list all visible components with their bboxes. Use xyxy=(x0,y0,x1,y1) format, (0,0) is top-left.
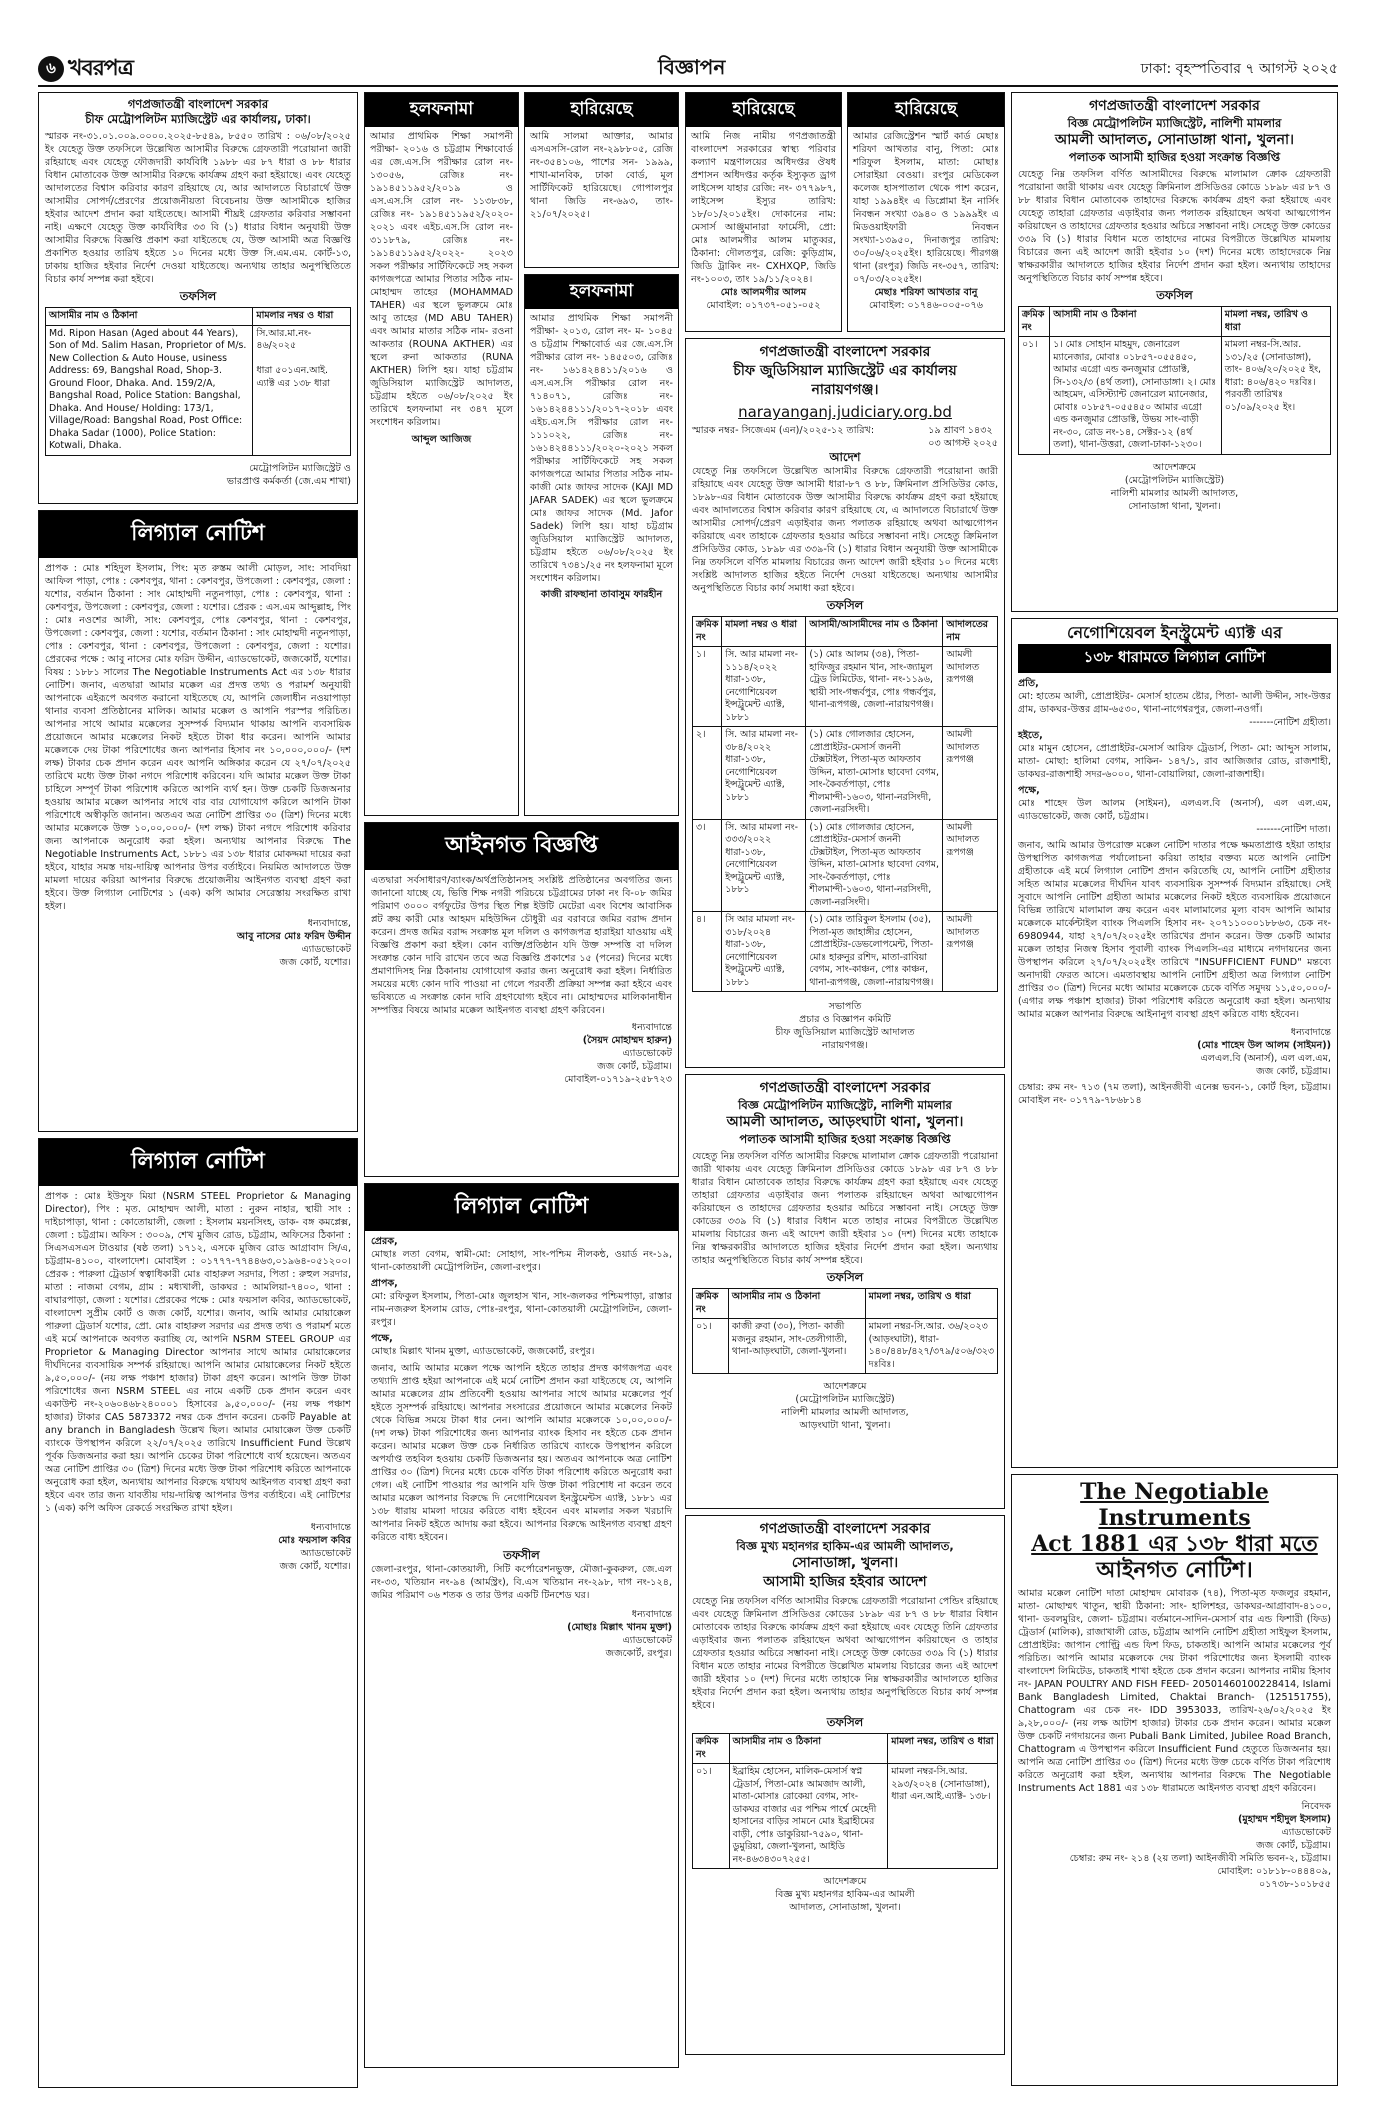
signature: মোঃ ফয়সাল কবির xyxy=(278,1535,351,1546)
ad-subtitle: আমলী আদালত, আড়ংঘাটা থানা, খুলনা। xyxy=(726,1114,964,1130)
table-cell: আমলী আদালত রূপগঞ্জ xyxy=(943,819,998,912)
table-cell: (১) মোঃ গোলজার হোসেন, প্রোপ্রাইটর-মেসার্স জননী টেক্সটাইল, পিতা-মৃত আফতাব উদ্দিন, মাতা-মোসাঃ ছাবেদা বেগম, সাং-কৈবর্তপাড়া, পোঃ শীলমান্দী-১৬০৩, থানা-নরসিংদী, জেলা-নরসিংদী। xyxy=(806,819,943,912)
signature: (মোঃ শাহেদ উল আলম (সাইমন)) xyxy=(1197,1040,1331,1051)
schedule-table xyxy=(45,307,351,456)
recipient: মো: হাতেম আলী, প্রোপ্রাইটর- মেসার্স হাতেম ষ্টোর, পিতা- আলী উদ্দীন, সাং-উত্তর গ্রাম, ডাকঘর-উত্তর গ্রাম-৬৫৩০, থানা-নাগেশ্বরপুর, জেলা-নওগাঁ। xyxy=(1018,691,1331,715)
schedule-body: জেলা-রংপুর, থানা-কোতয়ালী, সিটি কর্পোরেশনভুক্ত, মৌজা-কুকরুল, জে.এল নং-৩৩, খতিয়ান নং-৯৪ (আর্মস্ট্রং), বি.এস খতিয়ান নং-২৯৮, দাগ নং-১২৪, জমির পরিমাণ ০৬ শতক ও তার উপর একটি টিনশেড ঘর। xyxy=(371,1564,672,1601)
memo-ref: স্মারক নম্বর- সিজেএম (এন)/২০২৫-১২ তারিখ: xyxy=(692,425,875,436)
table-header-row xyxy=(693,617,998,647)
notice-banner: আইনগত বিজ্ঞপ্তি xyxy=(365,823,678,870)
column-2 xyxy=(364,92,679,2074)
table-cell: কাজী রুবা (৩০), পিতা- কাজী মজনুর রহমান, সাং-তেলীগাতী, থানা-আড়ংঘাটা, জেলা-খুলনা। xyxy=(728,1319,865,1374)
affidavit-right-stack xyxy=(524,92,679,822)
label: প্রাপক, xyxy=(371,1278,398,1289)
column-header: মামলা নম্বর, তারিখ ও ধারা xyxy=(888,1734,998,1764)
ad-subtitle: বিজ্ঞ মুখ্য মহানগর হাকিম-এর আমলী আদালত, xyxy=(736,1539,954,1553)
table-cell: ৩। xyxy=(693,819,722,912)
ad-legal-announcement xyxy=(364,822,679,1177)
col-header: আসামীর নাম ও ঠিকানা xyxy=(46,308,253,326)
label: পক্ষে, xyxy=(371,1333,393,1344)
sender: মোছাঃ লতা বেগম, স্বামী-মো: সোহাগ, সাং-পশ্চিম নীলকন্ঠ, ওয়ার্ড নং-১৯, থানা-কোতয়ালী মেট্রোপলিটন, জেলা-রংপুর। xyxy=(371,1249,672,1273)
lost-banner: হারিয়েছে xyxy=(525,93,678,127)
website-link[interactable]: narayanganj.judiciary.org.bd xyxy=(738,403,952,421)
ad-subtitle: আসামী হাজির হইবার আদেশ xyxy=(763,1574,927,1590)
notice-body: প্রাপক : মোঃ ইউসুফ মিয়া (NSRM STEEL Proprietor & Managing Director), পিং : মৃত. মোহাম্মদ আলী, মাতা : নুরুন নাহার, স্থায়ী সাং : দাইচাপাড়া, থানা : কোতোয়ালী, জেলা : ইসলাম ময়নসিংহ, ডাক- বঙ্গ কমপ্লেক্স, জেলা : চট্টগ্রাম। অফিস : ৩০০৯, শেখ মুজিব রোড, চট্টগ্রাম, অফিসের ঠিকানা : সিএসএসএস টাওয়ার (ষষ্ঠ তলা) ১৭১২, এসকে মুজিব রোড আগ্রাবাদ সি/এ, চট্টগ্রাম-৪১০০, বাংলাদেশ। মোবাইল : ০১৭৭৭-৭৭৪৪৬৩,০১৯৬৪-০৫১২০০। প্রেরক : পারুলা ট্রেডার্স স্বত্বাধিকারী মোঃ বাহারুল সরদার, পিতা : রুহুল সরদার, মাতা : নাজমা বেগম, গ্রাম : মধ্যখালী, ডাকঘর : আমলিয়া-৭৪০০, থানা : বাঘারপাড়া, জেলা : যশোর। প্রেরকের পক্ষে : মোঃ ফয়সাল কবির, অ্যাডভোকেট, বাংলাদেশ সুপ্রীম কোর্ট ও জজ কোর্ট, যশোর। জনাব, আমি আমার মোয়াক্কেল পারুলা ট্রেডার্স যশোর, প্রো. মোঃ বাহারুল সরদার এর প্রদত্ত তথ্য ও পরামর্শ মতে এই মর্মে আপনাকে অবগত করাচ্ছি যে, আপনি NSRM STEEL GROUP এর Proprietor & Managing Director আপনার সাথে আমার মোয়াক্কেলের দীর্ঘদিনের ব্যবসায়িক সম্পর্ক রহিয়াছে। আপনি আমার মোয়াক্কেলের নিকট হইতে ৯,৫০,০০০/- (নয় লক্ষ পঞ্চাশ হাজার) টাকা গ্রহণ করেন। আপনি উক্ত টাকা পরিশোধের জন্য NSRM STEEL এর নামে একটি চেক প্রদান করেন এবং একাউন্ট নং-২০৬০৪৬৮২৪০০০১ হিসাবের ৯,৫০,০০০/- (নয় লক্ষ পঞ্চাশ হাজার) টাকার CAS 5873372 নম্বর চেক প্রদান করেন। চেকটি Payable at any branch in Bangladesh উল্লেখ ছিল। আমার মোয়াক্কেল উক্ত চেকটি ব্যাংকে উপস্থাপন করিলে ২২/০৭/২০২৫ তারিখে Insufficient Fund উল্লেখ পূর্বক ডিজঅনার করা হয়। আপনি চেকের টাকা পরিশোধে ব্যর্থ হয়েছেন। অতএব অত্র নোটিশ প্রাপ্তির ৩০ (ত্রিশ) দিনের মধ্যে উক্ত টাকা পরিশোধ করিতে আপনাকে অনুরোধ করা হইল, অন্যথায় আপনার বিরুদ্ধে যথাযথ আইনগত ব্যবস্থা গ্রহণ করা হইবে এবং তার জন্য যাবতীয় দায়-দায়িত্ব আপনার উপর বর্তাইবে। এই নোটিশের ১ (এক) কপি অফিস রেকর্ডে সংরক্ষিত রাখা হইল। xyxy=(45,1191,351,1514)
signature-line: নালিশী মামলার আমলী আদালত, xyxy=(1110,487,1239,499)
ad-lost-3 xyxy=(847,92,1005,332)
schedule-heading: তফসীল xyxy=(503,1548,540,1562)
table-cell: আমলী আদালত রূপগঞ্জ xyxy=(943,647,998,727)
signature-line: এ্যাডভোকেট xyxy=(1281,1827,1331,1838)
ad-subtitle: বিজ্ঞ মেট্রোপলিটন ম্যাজিস্ট্রেট, নালিশী মামলার xyxy=(1067,116,1282,130)
affidavit-banner: হলফনামা xyxy=(525,275,678,309)
signature-line: প্রচার ও বিজ্ঞাপন কমিটি xyxy=(799,1014,891,1025)
table-cell: ১। মোঃ সোহান মাহমুদ, জেনারেল ম্যানেজার, মোবাঃ ০১৮৫৭-০৫৫৪৫০, আমার এগ্রো এন্ড কনজুমার প্রোডাক্ট, সি-১৩২/৩ (৪র্থ তলা), সোনাডাঙ্গা। ২। মোঃ আহমেদ, এসিস্ট্যান্ট জেনারেল ম্যানেজার, মোবাঃ ০১৮৫৭-০৫৫৪৫০ আমার এগ্রো এন্ড কনজুমার প্রোডাক্ট, উভয় সাং-বাড়ী নং-৩০, রোড নং-১৪, সেক্টর-১২ (৪র্থ তলা), থানা-উত্তরা, জেলা-ঢাকা-১২৩০। xyxy=(1050,337,1222,455)
notice-body: জনাব, আমি আমার মক্কেল পক্ষে আপনি হইতে তাহার প্রদত্ত কাগজপত্র এবং তথ্যাদি প্রাপ্ত হইয়া আপনাকে এই মর্মে নোটিশ প্রদান করা যাইতেছে যে, আপনি আমার মক্কেলের গ্রাম প্রতিবেশী হওয়ায় আপনার সাথে আমার মক্কেলের পূর্ব হইতে সুসম্পর্ক রহিয়াছে। আপনার সংসারের প্রয়োজনে আমার মক্কেলের নিকট থেকে বিভিন্ন সময়ে টাকা ধার নেন। আপনি আমার মক্কেলকে ১০,০০,০০০/- (দশ লক্ষ) টাকা পরিশোধের জন্য আপনার ব্যাংক হিসাব নং হইতে চেক প্রদান করেন। আমার মক্কেল উক্ত চেক নির্ধারিত তারিখে ব্যাংকে উপস্থাপন করিলে অপর্যাপ্ত তহবিল হওয়ায় চেকটি ডিজঅনার হয়। অতএব আপনাকে অত্র নোটিশ প্রাপ্তির ৩০ (ত্রিশ) দিনের মধ্যে চেকে বর্ণিত টাকা পরিশোধ করিতে অনুরোধ করা গেল। এই নোটিশ পাওয়ার পর আপনি যদি উক্ত টাকা পরিশোধ না করেন তবে আমার মক্কেল আপনার বিরুদ্ধে দি নেগোশিয়েবল ইনস্ট্রুমেন্টস এ্যাক্ট, ১৮৮১ এর ১৩৮ ধারায় মামলা দায়ের করিতে বাধ্য হইবেন এবং মামলার সকল খরচাদি আপনার নিকট হইতে আদায় করা হইবে। আপনার বিরুদ্ধে আইনগত ব্যবস্থা গ্রহণ করিতে বাধ্য হইবেন। xyxy=(371,1363,672,1543)
signature-line: এলএল.বি (অনার্স), এল এল.এম, xyxy=(1200,1053,1331,1064)
phone: মোবাইল: ০১৭৪৬-০০৫-০৭৬ xyxy=(868,300,984,311)
legal-notice-banner: লিগ্যাল নোটিশ xyxy=(39,511,357,558)
row-affidavits xyxy=(364,92,679,822)
label: পক্ষে, xyxy=(1018,785,1040,796)
phone: ০১৭৩৮-১০১৮৫৫ xyxy=(1259,1879,1331,1890)
section-title: বিজ্ঞাপন xyxy=(658,54,726,79)
order-heading: আদেশ xyxy=(829,450,861,464)
signature: সভাপতি xyxy=(828,1001,862,1012)
recipient: মো: রফিকুল ইসলাম, পিতা-মোঃ জুলহাস খান, সাং-জলকর পশ্চিমপাড়া, রাস্তার নাম-নজরুল ইসলাম রোড, পোঃ-রংপুর, থানা-কোতয়ালী মেট্রোপলিটন, জেলা-রংপুর। xyxy=(371,1291,672,1328)
column-header: আসামীর নাম ও ঠিকানা xyxy=(729,1734,888,1764)
lost-banner: হারিয়েছে xyxy=(686,93,841,127)
signature: আব্দুল আজিজ xyxy=(411,434,472,445)
order-body: যেহেতু নিম্ন তফসিলে উল্লেখিত আসামীর বিরুদ্ধে গ্রেফতারী পরোয়ানা জারী রহিয়াছে এবং যেহেতু উক্ত আসামী ধারা-৮৭ ও ৮৮, ক্রিমিনাল প্রসিডিউর কোড, ১৮৯৮-এর বিধান মোতাবেক উক্ত আসামীর বিরুদ্ধে কার্যক্রম গ্রহণ করা হইয়াছে এবং আদালতের বিশ্বাস করিবার কারণ রহিয়াছে যে, এ আদালতে বিচারার্থে উক্ত আসামীর সোপর্দ/প্রেরণ এড়াইবার জন্য পলাতক রহিয়াছে অথবা আত্মগোপন করিয়াছে এবং তাহাকে গ্রেফতার হওয়ার অচিরে সম্ভাবনা নাই। সেহেতু ক্রিমিনাল প্রসিডিউর কোড, ১৮৯৮ এর ৩৩৯-বি (১) ধারার বিধান অনুযায়ী উক্ত আসামীকে নিম্ন তফসিলে বর্ণিত মামলায় বিচারের জন্য আদেশ জারী হইবার ১০ দিনের মধ্যে সংশ্লিষ্ট আদালত হাজির হইতে নির্দেশ দেওয়া যাইতেছে। অন্যথায় আসামীর অনুপস্থিতিতে বিচার কার্য সমাধা করা হইবে। xyxy=(692,466,998,594)
signature-pre: ধন্যবাদান্তে, xyxy=(307,918,351,929)
memo-dates xyxy=(928,424,998,450)
ad-subtitle: নারায়ণগঞ্জ। xyxy=(811,382,879,398)
signature-line: এ্যাডভোকেট xyxy=(622,1048,672,1059)
ad-legal-notice-nsrm xyxy=(38,1138,358,2088)
ad-legal-notice-rangpur xyxy=(364,1183,679,2068)
signature-line: সোনাডাঙ্গা থানা, খুলনা। xyxy=(1128,500,1221,512)
signature-line: এ্যাডভোকেট xyxy=(622,1635,672,1646)
signature: মোঃ আলমগীর আলম xyxy=(720,287,807,298)
table-row xyxy=(693,727,998,820)
signature-line: অ্যাডভোকেট xyxy=(300,1548,351,1559)
advocate: মোছাঃ মিল্লাৎ খানম মুক্তা, এ্যাডভোকেট, জজকোর্ট, রংপুর। xyxy=(371,1346,595,1357)
ad-khulna-sonadanga-order xyxy=(685,1515,1005,2055)
label: হইতে, xyxy=(1018,730,1043,741)
ad-title: আইনগত নোটিশ। xyxy=(1096,1557,1253,1583)
signature-line: জজ কোর্ট, যশোর। xyxy=(279,1561,351,1572)
schedule-heading: তফসিল xyxy=(826,598,864,612)
table-header-row xyxy=(693,1734,998,1764)
ad-title: গণপ্রজাতন্ত্রী বাংলাদেশ সরকার xyxy=(1089,98,1260,114)
table-cell: সি. আর মামলা নং- ৩৩৩/২০২২ ধারা-১৩৮, নেগোশিয়েবল ইন্সট্রুমেন্ট এ্যাক্ট, ১৮৮১ xyxy=(722,819,806,912)
role-note: -------নোটিশ গ্রহীতা। xyxy=(1249,717,1331,728)
signature: মেছাঃ শরিফা আখতার বানু xyxy=(874,287,978,298)
masthead-logo xyxy=(38,51,133,88)
ad-subtitle: বিজ্ঞ মেট্রোপলিটন ম্যাজিস্ট্রেট, নালিশী মামলার xyxy=(738,1098,952,1112)
sender: মোঃ মামুন হোসেন, প্রোপ্রাইটর-মেসার্স আরিফ ট্রেডার্স, পিতা- মো: আব্দুস সালাম, মাতা- মোছা: হালিমা বেগম, সাকিন- ১৪৭/১, রাব আজিজার রোড, রাজশাহী, ডাকঘর-রাজশাহী সদর-৬০০০, থানা-বোয়ালিয়া, জেলা-রাজশাহী। xyxy=(1018,743,1331,780)
signature-line: জজ কোর্ট, চট্টগ্রাম। xyxy=(1256,1066,1331,1077)
table-cell: আমলী আদালত রূপগঞ্জ xyxy=(943,912,998,992)
date-line: ঢাকা: বৃহস্পতিবার ৭ আগস্ট ২০২৫ xyxy=(1140,61,1338,77)
signature-pre: ধন্যবাদান্তে xyxy=(1290,1027,1331,1038)
ad-affidavit-2 xyxy=(524,274,679,816)
column-header: ক্রমিক নং xyxy=(693,1734,730,1764)
ad-title: Act 1881 এর ১৩৮ ধারা মতে xyxy=(1031,1531,1318,1557)
signature-line: আড়ংঘাটা থানা, খুলনা। xyxy=(799,1420,891,1431)
ad-subtitle: পলাতক আসামী হাজির হওয়া সংক্রান্ত বিজ্ঞপ্তি xyxy=(739,1132,951,1146)
role-note: -------নোটিশ দাতা। xyxy=(1256,824,1331,835)
table-cell: ০১। xyxy=(1019,337,1050,455)
newspaper-logo: খবরপত্র xyxy=(68,55,133,81)
table-row xyxy=(1019,337,1331,455)
signature-line: জজ কোর্ট, যশোর। xyxy=(279,957,351,968)
chamber-address: চেম্বার: রুম নং- ৭১৩ (৭ম তলা), আইনজীবী এনেক্স ভবন-১, কোর্ট হিল, চট্টগ্রাম। মোবাইল নং- ০১৭৭৯-৭৮৬৮১৪ xyxy=(1018,1082,1331,1106)
column-header: মামলা নম্বর, তারিখ ও ধারা xyxy=(865,1289,997,1319)
ad-affidavit-1 xyxy=(364,92,519,816)
ad-title: গণপ্রজাতন্ত্রী বাংলাদেশ সরকার xyxy=(127,97,269,111)
column-4 xyxy=(1011,92,1338,2092)
signature-pre: নিবেদক xyxy=(1301,1801,1331,1812)
phone: মোবাইল: ০১৮১৮-০৪৪৪০৯, xyxy=(1217,1866,1331,1877)
advocate: মোঃ শাহেদ উল আলম (সাইমন), এলএল.বি (অনার্স), এল এল.এম, এ্যাডভোকেট, জজ কোর্ট, চট্টগ্রাম। xyxy=(1018,798,1331,822)
ad-narayanganj xyxy=(685,338,1005,1068)
header-rule xyxy=(38,85,1338,87)
column-header: আসামীর নাম ও ঠিকানা xyxy=(728,1289,865,1319)
affidavit-body: আমার প্রাথমিক শিক্ষা সমাপনী পরীক্ষা- ২০১৬ ও চট্টগ্রাম শিক্ষাবোর্ড এর জে.এস.সি পরীক্ষার রোল নং- ১৩০৫৬, রেজিঃ নং- ১৯১৪৫১১৯৫২/২০১৯ ও এস.এস.সি রোল নং- ১১৩৮৩৮, রেজিঃ নং- ১৯১৪৫১১৯৫২/২০২০- ২০২১ এবং এইচ.এস.সি রোল নং- ৩১১৮৭৯, রেজিঃ নং- ১৯১৪৫১১৯৫২/২০২২- ২০২৩ সকল পরীক্ষার সার্টিফিকেটে সহ সকল কাগজপত্রে আমার পিতার সঠিক নাম- মোহাম্মদ তাহের (MOHAMMAD TAHER) এর স্থলে ভুলক্রমে মোঃ আবু তাহের (MD ABU TAHER) এবং আমার মাতার সঠিক নাম- রওনা আকতার (ROUNA AKTHER) এর স্থলে রুনা আকতার (RUNA AKTHER) লিপি হয়। যাহা চট্টগ্রাম জুডিসিয়াল ম্যাজিস্ট্রেট আদালত, চট্টগ্রাম হইতে ০৬/০৮/২০২৫ ইং তারিখে হলফনামা নং ৩৪৭ মূলে সংশোধন করিলাম। xyxy=(370,131,513,428)
case-section: ধারা ৫০১এন.আই. এ্যাক্ট এর ১৩৮ ধারা xyxy=(256,365,330,389)
ad-title: গণপ্রজাতন্ত্রী বাংলাদেশ সরকার xyxy=(759,344,931,360)
ad-body: স্মারক নং-৩১.০১.০০৯.০০০০.২০২৫-৮৫৪৯, ৮৫৫০ তারিখ : ০৬/০৮/২০২৫ ইং যেহেতু উক্ত তফসিলে উল্লেখিত আসামীর বিরুদ্ধে গ্রেফতারী পরোয়ানা জারী রহিয়াছে এবং যেহেতু ফৌজদারী কার্যবিধি ১৯৮৮ এর ৮৭ ধারা ও ৮৮ ধারার বিধান মোতাবেক উক্ত আসামীর বিরুদ্ধে কার্যক্রম গ্রহণ করা হইয়াছে। এবং যেহেতু আদালতের বিশ্বাস করিবার কারণ রহিয়াছে যে, আর আদালতে বিচারার্থে উক্ত আসামীর সোপর্দ/প্রেরণের প্রয়োজনীয়তা বিবেচনায় উক্ত আসামীকে হাজির হইবার আদেশ প্রদান করা যাইতেছে। আসামী শীঘ্রই গ্রেফতার করিবার সম্ভাবনা নাই। এক্ষণে যেহেতু উক্ত কার্যবিধির ৩৩ বি (১) ধারার বিধান অনুযায়ী উক্ত আসামীর বিরুদ্ধে বিজ্ঞপ্তি প্রকাশ করা যাইতেছে যে, উক্ত আসামী অত্র বিজ্ঞপ্তি প্রকাশিত হওয়ার তারিখ হইতে ১০ দিনের মধ্যে উক্ত সি.এম.এম. কোর্ট-১৩, ঢাকায় হাজির হইবার নির্দেশ দেওয়া যাইতেছে। অন্যথায় তাহার অনুপস্থিতিতে বিচার কার্য সম্পন্ন করা হইবে। xyxy=(45,131,351,285)
ad-subtitle: পলাতক আসামী হাজির হওয়া সংক্রান্ত বিজ্ঞপ্তি xyxy=(1068,150,1281,164)
memo-line xyxy=(692,424,998,450)
signature-line: এ্যাডভোকেট xyxy=(301,944,351,955)
ad-subtitle: সোনাডাঙ্গা, খুলনা। xyxy=(791,1555,899,1571)
label: প্রেরক, xyxy=(371,1236,398,1247)
ad-title: নেগোশিয়েবল ইনস্ট্রুমেন্ট এ্যাক্ট এর xyxy=(1066,623,1283,642)
table-row xyxy=(693,912,998,992)
column-header: মামলা নম্বর ও ধারা xyxy=(722,617,806,647)
table-row xyxy=(693,819,998,912)
ad-ni-act-notice xyxy=(1011,618,1338,1468)
signature-line: ভারপ্রাপ্ত কর্মকর্তা (জে.এম শাখা) xyxy=(226,475,351,487)
table-header-row xyxy=(693,1289,998,1319)
ad-subtitle: চীফ জুডিসিয়াল ম্যাজিস্ট্রেট এর কার্যালয় xyxy=(733,363,957,379)
table-cell: মামলা নম্বর-সি.আর. ৩৬/২০২৩ (আড়ংঘাটা), ধারা- ১৪০/৪৪৮/৪২৭/৩৭৯/৫০৬/৩২৩ দঃবিঃ। xyxy=(865,1319,997,1374)
ad-lost-1 xyxy=(524,92,679,268)
col-header: মামলার নম্বর ও ধারা xyxy=(253,308,351,326)
chamber-address: চেম্বার: রুম নং- ২১৪ (২য় তলা) আইনজীবী সমিতি ভবন-২, চট্টগ্রাম। xyxy=(1069,1853,1331,1864)
label: প্রতি, xyxy=(1018,678,1039,689)
signature: কাজী রাফছানা তাবাসুুম ফারহীন xyxy=(540,589,663,600)
table-cell: ১। xyxy=(693,647,722,727)
schedule-table xyxy=(692,1288,998,1374)
schedule-table xyxy=(692,1733,998,1869)
legal-notice-banner: লিগ্যাল নোটিশ xyxy=(365,1184,678,1231)
table-row xyxy=(693,1319,998,1374)
table-cell: মামলা নম্বর-সি.আর. ২৯৩/২০২৪ (সোনাডাঙ্গা), ধারা এন.আই.এ্যাক্ট- ১৩৮। xyxy=(888,1764,998,1869)
schedule-table xyxy=(692,616,998,992)
affidavit-body: আমার প্রাথমিক শিক্ষা সমাপনী পরীক্ষা- ২০১৩, রোল নং- ম- ১০৪৫ ও চট্টগ্রাম শিক্ষাবোর্ড এর জে.এস.সি পরীক্ষার রোল নং- ১৪৫৫০৩, রেজিঃ নং- ১৬১৪২৪৪১১/২০১৬ ও এস.এস.সি পরীক্ষার রোল নং- ৭১৪০৭১, রেজিঃ নং- ১৬১৪২৪৪১১১/২০১৭-২০১৮ এবং এইচ.এস.সি পরীক্ষার রোল নং- ১১১০২২, রেজিঃ নং- ১৬১৪২৪৪১১১/২০২০-২০২১ সকল পরীক্ষার সার্টিফিকেটে সহ সকল কাগজপত্রে আমার পিতার সঠিক নাম- কাজী মোঃ জাফর সাদেক (KAJI MD JAFAR SADEK) এর স্থলে ভুলক্রমে মোঃ জাফর সাদেক (Md. Jafor Sadek) লিপি হয়। যাহা চট্টগ্রাম জুডিসিয়াল ম্যাজিস্ট্রেট আদালত, চট্টগ্রাম হইতে ০৬/০৮/২০২৫ ইং তারিখে ৭৩৪১/২৫ নং হলফনামা মূলে সংশোধন করিলাম। xyxy=(530,313,673,584)
signature: (মোছাঃ মিল্লাৎ খানম মুক্তা) xyxy=(567,1622,672,1633)
column-header: ক্রমিক নং xyxy=(693,1289,729,1319)
table-header-row xyxy=(1019,307,1331,337)
notice-body: জনাব, আমি আমার উপরোক্ত মক্কেল নোটিশ দাতার পক্ষে ক্ষমতাপ্রাপ্ত হইয়া তাহার উপস্থাপিত কাগজপত্র পর্যালোচনা করিয়া তাহার বক্তব্য মতে আপনি নোটিশ গ্রহীতাকে এই মর্মে লিগ্যাল নোটিশ প্রদান করিতেছি যে, আপনি নোটিশ গ্রহীতার সহিত আমার মক্কেলের দীর্ঘদিন যাবৎ ব্যবসায়িক সুসম্পর্ক বিদ্যমান রহিয়াছে। সেই সুবাদে আপনি নোটিশ গ্রহীতা আমার মক্কেলের নিকট হইতে ব্যবসায়িক প্রয়োজনে বিভিন্ন তারিখে মালামাল ক্রয় করেন এবং মালামালের মূল্য বাবদ আপনি আমার মক্কেলকে মার্কেন্টাইল ব্যাংক পিএলসি হিসাব নং- ২০৭১১০০০১৮৮৬৩, চেক নং- 6980944, যাহা ২৭/০৭/২০২৫ইং তারিখের প্রদান করেন। উক্ত চেকটি আমার মক্কেল তাহার নিজস্ব হিসাব পূবালী ব্যাংক পিএলসি-এর মাধ্যমে নগদায়নের জন্য উপস্থাপন করিলে ২৭/০৭/২০২৫ইং তারিখে "INSUFFICIENT FUND" মন্তব্যে অনাদায়ী ফেরত আসে। এমতাবস্থায় আপনি নোটিশ গ্রহীতা অত্র লিগ্যাল নোটিশ প্রাপ্তির ৩০ (ত্রিশ) দিনের মধ্যে আমার মক্কেলকে চেকে বর্ণিত সমুদয় ১১,৫০,০০০/- (এগার লক্ষ পঞ্চাশ হাজার) টাকা পরিশোধ করিতে অনুরোধ করা হইল। অন্যথায় আমার মক্কেল আপনার বিরুদ্ধে আইনানুগ ব্যবস্থা গ্রহণ করিতে বাধ্য হইবেন। xyxy=(1018,840,1331,1020)
signature-line: চীফ জুডিসিয়াল ম্যাজিস্ট্রেট আদালত xyxy=(775,1027,915,1038)
signature-pre: আদেশক্রমে xyxy=(1153,461,1196,473)
table-cell: (১) মোঃ গোলজার হোসেন, প্রোপ্রাইটর-মেসার্স জননী টেক্সটাইল, পিতা-মৃত আফতাব উদ্দিন, মাতা-মোসাঃ ছাবেদা বেগম, সাং-কৈবর্তপাড়া, পোঃ শীলমান্দী-১৬০৩, থানা-নরসিংদী, জেলা-নরসিংদী। xyxy=(806,727,943,820)
table-cell: (১) মোঃ আলম (৩৪), পিতা-হাফিজুর রহমান খান, সাং-জ্যামুল ট্রেড লিমিটেড, থানা- নং-১১৯৬, স্থায়ী সাং-গন্ধর্বপুর, পোঃ গন্ধর্বপুর, থানা-রূপগঞ্জ, জেলা-নারায়ণগঞ্জ। xyxy=(806,647,943,727)
table-cell: ২। xyxy=(693,727,722,820)
column-3 xyxy=(685,92,1005,2061)
ad-title: গণপ্রজাতন্ত্রী বাংলাদেশ সরকার xyxy=(759,1521,931,1537)
memo-date: ১৯ শ্রাবণ ১৪৩২ xyxy=(928,425,993,436)
order-body: যেহেতু নিম্ন তফসিল বর্ণিত আসামীর বিরুদ্ধে গ্রেফতারী পরোয়ানা পেন্ডিং রহিয়াছে এবং যেহেতু ক্রিমিনাল প্রসিডিওর কোডের ১৮৯৮ এর ৮৭ ও ৮৮ ধারার বিধান মোতাবেক তাহার বিরুদ্ধে কার্যক্রম গ্রহণ করা হইয়াছে এবং যেহেতু তিনি গ্রেফতার এড়াইবার জন্য পলাতক রহিয়াছেন অথবা আত্মগোপন করিয়াছেন ও তাহার গ্রেফতার হওয়ার অচিরে সম্ভাবনা নাই। সেহেতু উক্ত কোডের ৩৩৯ বি (১) ধারার বিধান মতে তাহার নামের বিপরীতে উল্লেখিত মামলায় বিচারের জন্য এই আদেশ জারী হইবার ১০ (দশ) দিনের মধ্যে তাহাকে নিম্ন স্বাক্ষরকারীর আদালতে হাজির হইবার নির্দেশ প্রদান করা হইল। অন্যথায় তাহার অনুপস্থিতিতে বিচার কার্য সম্পন্ন হইবে। xyxy=(692,1596,998,1711)
signature-line: আদালত, সোনাডাঙ্গা, খুলনা। xyxy=(789,1902,901,1913)
schedule-heading: তফসিল xyxy=(179,289,217,303)
ad-dhaka-warrant xyxy=(38,92,358,504)
ad-title: The Negotiable Instruments xyxy=(1080,1479,1269,1531)
schedule-heading: তফসিল xyxy=(826,1715,864,1729)
phone: মোবাইল: ০১৭৩৭-০৫১-০৫২ xyxy=(706,300,821,311)
lost-body: আমি নিজ নামীয় গণপ্রজাতন্ত্রী বাংলাদেশ সরকারের স্বাস্থ্য পরিবার কল্যাণ মন্ত্রণালয়ের অধিদপ্তর ঔষধ প্রশাসন অধিদপ্তর কর্তৃক ইস্যুকৃত ড্রাগ লাইসেন্স যাহার রেজি: নং- ৩৭৭৯৮৭, লাইসেন্স ইস্যুর তারিখ: ১৮/০১/২০১৫ইং। দোকানের নাম: মেসার্স আঞ্জুমানারা ফার্মেসী, প্রো: মোঃ আলমগীর আলম মাতুব্বর, ঠিকানা: দৌলতপুর, রেজি: কুড়িগ্রাম, জিডি ট্রাকিং নং- CXHXQP, জিডি নং-১০০৩, তাং ১৯/১১/২০২৪। xyxy=(691,131,836,285)
table-cell: মামলা নম্বর-সি.আর. ১৩১/২৫ (সোনাডাঙ্গা), তাং- ৪০৬/২০/২০২৫ ইং, ধারা: ৪০৬/৪২০ দঃবিঃ। পরবর্তী তারিখঃ ০১/০৯/২০২৫ ইং। xyxy=(1221,337,1330,455)
signature: বিজ্ঞ মুখ্য মহানগর হাকিম-এর আমলী xyxy=(775,1889,915,1900)
schedule-table xyxy=(1018,306,1331,455)
column-1 xyxy=(38,92,358,2094)
ad-ni-1881-notice xyxy=(1011,1474,1338,2086)
column-header: আসামী/আসামীদের নাম ও ঠিকানা xyxy=(806,617,943,647)
order-body: যেহেতু নিম্ন তফসিল বর্ণিত আসামীর বিরুদ্ধে মালামাল ক্রোক গ্রেফতারী পরোয়ানা জারী থাকায় এবং যেহেতু ক্রিমিনাল প্রসিডিওর কোডে ১৮৯৮ এর ৮৭ ও ৮৮ ধারার বিধান মোতাবেক তাহার বিরুদ্ধে কার্যক্রম গ্রহণ করা হইয়াছে এবং যেহেতু তাহারা গ্রেফতার এড়াইবার জন্য পলাতক রহিয়াছেন অথবা আত্মগোপন করিয়াছেন ও তাহাদের গ্রেফতার হওয়ার অচিরে সম্ভাবনা নাই। সেহেতু উক্ত কোডের ৩৩৯ বি (১) ধারার বিধান মতে তাহার নামের বিপরীতে উল্লেখিত মামলায় বিচারের জন্য এই আদেশ জারী হইবার ১০ (দশ) দিনের মধ্যে তাহাকে নিম্ন স্বাক্ষরকারীর আদালতে হাজির হইবার নির্দেশ প্রদান করা হইল। অন্যথায় তাহার অনুপস্থিতিতে বিচার কার্য সম্পন্ন হইবে। xyxy=(692,1151,998,1266)
column-header: ক্রমিক নং xyxy=(1019,307,1050,337)
signature: (মেট্রোপলিটন ম্যাজিস্ট্রেট) xyxy=(1124,474,1225,486)
column-header: মামলা নম্বর, তারিখ ও ধারা xyxy=(1221,307,1330,337)
notice-body: আমার মক্কেল নোটিশ দাতা মোহাম্মদ মোবারক (৭৪), পিতা-মৃত ফজলুর রহমান, মাতা- মোছাম্মৎ খাতুন, স্থায়ী ঠিকানা: সাং- হালিশহর, ডাকঘর-আগ্রাবাদ-৪১০০, থানা- ডবলমুরিং, জেলা- চট্টগ্রাম। বর্তমানে-সাদিন-মেসার্স বার এন্ড ফিশারী (ফিড) ট্রেডার্স (মালিক), রাজাখালী রোড, চট্টগ্রাম আপনি নোটিশ গ্রহীতা সাইফুল ইসলাম, প্রোপ্রাইটর: জাপান পোল্ট্রি এন্ড ফিশ ফিড, চাকতাই। আপনি আমার মক্কেলের পূর্ব পরিচিত। আপনি আমার মক্কেলকে দেয় টাকা পরিশোধের জন্য ইসলামী ব্যাংক বাংলাদেশ লিমিটেড, চাকতাই শাখা হইতে চেক প্রদান করেন। আপনার নামীয় হিসাব নং- JAPAN POULTRY AND FISH FEED- 20501460100228414, Islami Bank Bangladesh Limited, Chaktai Branch- (125151755), Chattogram এর চেক নং- IDD 3953033, তারিখ-২৬/০২/২০২৫ ইং ৯,২৮,০০০/- (নয় লক্ষ আটাশ হাজার) টাকার চেক প্রদান করেন। আমার মক্কেল উক্ত চেকটি নগদায়নের জন্য Pubali Bank Limited, Jubilee Road Branch, Chattogram এ উপস্থাপন করিলে Insufficient Fund হেতুতে ডিজঅনার হয়। আপনি অত্র নোটিশ প্রাপ্তির ৩০ (ত্রিশ) দিনের মধ্যে উক্ত চেকে বর্ণিত টাকা পরিশোধ করিতে অনুরোধ করা হইল, অন্যথায় আপনার বিরুদ্ধে The Negotiable Instruments Act 1881 এর ১৩৮ ধারামতে আইনগত ব্যবস্থা গ্রহণ করিবেন। xyxy=(1018,1588,1331,1794)
signature: (মেট্রোপলিটন ম্যাজিস্ট্রেট) xyxy=(795,1394,895,1405)
lost-body: আমি সালমা আক্তার, আমার এসএসসি-রোল নং-২৯৮৮০৫, রেজি নং-৩৫৪১০৬, পাশের সন- ১৯৯৯, শাখা-মানবিক, ঢাকা বোর্ড, মূল সার্টিফিকেট হারিয়েছে। গোপালপুর থানা জিডি নং-৬৯৩, তাং- ২১/০৭/২০২৫। xyxy=(530,131,673,220)
signature-pre: ধন্যবাদান্তে xyxy=(631,1022,672,1033)
table-cell: সি. আর মামলা নং- ১১১৪/২০২২ ধারা-১৩৮, নেগোশিয়েবল ইন্সট্রুমেন্ট এ্যাক্ট, ১৮৮১ xyxy=(722,647,806,727)
schedule-heading: তফসিল xyxy=(1156,288,1193,302)
signature: আবু নাসের মোঃ ফরিদ উদ্দীন xyxy=(236,931,351,942)
ad-khulna-sonadanga xyxy=(1011,92,1338,612)
memo-date: ০৩ আগস্ট ২০২৫ xyxy=(928,438,998,449)
ad-legal-notice-jessore xyxy=(38,510,358,1132)
signature-line: জজ কোর্ট, চট্টগ্রাম। xyxy=(597,1061,672,1072)
signature-line: নালিশী মামলার আমলী আদালত, xyxy=(781,1407,909,1418)
ad-title: গণপ্রজাতন্ত্রী বাংলাদেশ সরকার xyxy=(759,1080,931,1096)
lost-banner: হারিয়েছে xyxy=(848,93,1004,127)
affidavit-banner: হলফনামা xyxy=(365,93,518,127)
table-cell: ৪। xyxy=(693,912,722,992)
table-cell: (১) মোঃ তারিকুল ইসলাম (৩৫), পিতা-মৃত জাহাঙ্গীর হোসেন, প্রোপ্রাইটর-ডেভলোপমেন্ট, পিতা-মোঃ হারুনুর রশিদ, মাতা-রাবিয়া বেগম, সাং-কাঞ্চন, পোঃ কাঞ্চন, থানা-রূপগঞ্জ, জেলা-নারায়ণগঞ্জ। xyxy=(806,912,943,992)
table-cell: ০১। xyxy=(693,1319,729,1374)
notice-body: প্রাপক : মোঃ শহিদুল ইসলাম, পিং: মৃত রুস্তম আলী মোড়ল, সাং: সাবদিয়া আফিল পাড়া, পোঃ : কেশবপুর, থানা : কেশবপুর, উপজেলা : কেশবপুর, জেলা : যশোর, বর্তমান ঠিকানা : সাং মোহাম্মদী নতুনপাড়া, পোঃ : কেশবপুর, থানা : কেশবপুর, উপজেলা : কেশবপুর, জেলা : যশোর। প্রেরক : এস.এম আব্দুল্লাহ, পিং : মোঃ নওশের আলী, সাং: কেশবপুর, পোঃ কেশবপুর, থানা : কেশবপুর, উপজেলা : কেশবপুর, জেলা : যশোর, বর্তমান ঠিকানা : সাং মোহাম্মদী নতুনপাড়া, পোঃ : কেশবপুর, থানা : কেশবপুর, উপজেলা : কেশবপুর, জেলা : যশোর। প্রেরকের পক্ষে : আবু নাসের মোঃ ফরিদ উদ্দীন, এ্যাডভোকেট, জজকোর্ট, যশোর। বিষয় : ১৮৮১ সালের The Negotiable Instruments Act এর ১৩৮ ধারার নোটিশ। জনাব, এতদ্বারা আমার মক্কেল এর প্রদত্ত তথ্য ও পরামর্শ অনুযায়ী আপনাকে এইরূপে অবগত করানো যাইতেছে যে, আপনি জেলাধীন নওয়াপাড়া থানার ব্যবসা প্রতিষ্ঠানের মালিক। আমার মক্কেল ও আপনি পরস্পর পরিচিত। আপনার সাথে আমার মক্কেলের সুসম্পর্ক বিদ্যমান থাকায় আপনি ব্যবসায়িক প্রয়োজনে আমার মক্কেলের নিকট হইতে টাকা ধার করেন। আপনি আমার মক্কেলকে দেয় টাকা পরিশোধের জন্য আপনার হিসাব নং ১০,০০০,০০০/- (দশ লক্ষ) টাকার চেক প্রদান করেন এবং আপনি অঙ্গিকার করেন যে ২৭/০৭/২০২৫ তারিখে মধ্যে উক্ত টাকা নগদে পরিশোধ করিবেন। যদি আমার মক্কেল উক্ত টাকা চাহিলে সম্পূর্ণ টাকা পরিশোধ করিতে আপনি ব্যর্থ হন। উক্ত চেকটি ডিজঅনার হওয়ায় আমার মক্কেল আপনার সাথে বার বার যোগাযোগ করিলে আপনি টাকা পরিশোধে অস্বীকৃতি জানান। অতএব অত্র নোটিশ প্রাপ্তির ৩০ (ত্রিশ) দিনের মধ্যে আমার মক্কেলকে উক্ত ১০,০০,০০০/- (দশ লক্ষ) টাকা নগদে পরিশোধ করিবার জন্য আপনাকে অনুরোধ করা হইল। অন্যথায় আপনার বিরুদ্ধে The Negotiable Instruments Act, ১৮৮১ এর ১৩৮ ধারার মোকদ্দমা দায়ের করা হইবে, যাহার সমস্ত দায়-দায়িত্ব আপনার উপর বর্তাইবে। নিয়মিত আদালতে উক্ত মামলা দায়ের করিয়া আপনার বিরুদ্ধে প্রয়োজনীয় আইনগত ব্যবস্থা গ্রহণ করা হইবে। উক্ত লিগ্যাল নোটিশের ১ (এক) কপি আমার সেরেস্তায় সংরক্ষিত রাখা হইল। xyxy=(45,563,351,912)
column-header: ক্রমিক নং xyxy=(693,617,722,647)
signature: (সৈয়দ মোহাম্মদ হারুন) xyxy=(582,1035,672,1046)
notice-banner: ১৩৮ ধারামতে লিগ্যাল নোটিশ xyxy=(1018,644,1331,673)
signature-pre: আদেশক্রমে xyxy=(823,1876,867,1887)
table-row xyxy=(693,1764,998,1869)
ad-lost-2 xyxy=(685,92,842,332)
signature: (মুহাম্মদ শহীদুল ইসলাম) xyxy=(1238,1814,1331,1825)
table-cell: ০১। xyxy=(693,1764,730,1869)
column-header: আদালতের নাম xyxy=(943,617,998,647)
table-cell: সি আর মামলা নং- ৩১৮/২০২৪ ধারা-১৩৮, নেগোশিয়েবল ইন্সট্রুমেন্ট এ্যাক্ট, ১৮৮১ xyxy=(722,912,806,992)
signature-pre: আদেশক্রমে xyxy=(823,1381,867,1392)
case-cell xyxy=(253,325,351,455)
table-cell: আমলী আদালত রূপগঞ্জ xyxy=(943,727,998,820)
phone: মোবাইল-০১৭১৯-২৫৮৭২৩ xyxy=(564,1074,672,1085)
schedule-heading: তফসিল xyxy=(826,1270,864,1284)
signature-pre: ধন্যবাদান্তে xyxy=(631,1609,672,1620)
column-header: আসামী নাম ও ঠিকানা xyxy=(1050,307,1222,337)
notice-body: এতদ্বারা সর্বসাধারণ/ব্যাংক/অর্থপ্রতিষ্ঠানসহ সংশ্লিষ্ট প্রতিষ্ঠানের অবগতির জন্য জানানো যাচ্ছে যে, ভিত্তি শিক্ষ নগরী পরিচয়ে চট্টগ্রামের ঢাকা নং বি-০৮ জমির পরিমাণ ৩০০০ বর্গফুটের উপর স্থিত শিল্প ইউটি মেটেরা এবং বিশেষ আবাসিক প্লট ক্রয় কারী মোঃ আহমদ মহিউদ্দিন চৌধুরী এর বরাবরে জমির বরাদ্দ প্রদান করেন। প্রদত্ত জমির বরাদ্দ সংক্রান্ত মূল দলিল ও কাগজপত্র হারাইয়া যাওয়ায় এই বিজ্ঞপ্তি প্রকাশ করা হইল। কোন ব্যক্তি/প্রতিষ্ঠান যদি উক্ত সম্পত্তি বা দলিল সংক্রান্ত কোন দাবি রাখেন তবে অত্র বিজ্ঞপ্তি প্রকাশের ১৫ (পনের) দিনের মধ্যে প্রমাণাদিসহ নিম্ন ঠিকানায় যোগাযোগ করার জন্য অনুরোধ করা হইল। নির্ধারিত সময়ের মধ্যে কোন দাবি পাওয়া না গেলে পরবর্তী প্রক্রিয়া সম্পন্ন করা হইবে এবং ভবিষ্যতে এ সংক্রান্ত কোন দাবি গ্রহণযোগ্য হইবে না। মোহাম্মদের মালিকানাধীন সম্পত্তির বিষয়ে আমার মক্কেল আইনগত ব্যবস্থা গ্রহণ করিবেন। xyxy=(371,875,672,1016)
ad-subtitle: চীফ মেট্রোপলিটন ম্যাজিস্ট্রেট এর কার্যালয়, ঢাকা। xyxy=(85,112,311,126)
page-header xyxy=(38,54,1338,84)
table-row xyxy=(693,647,998,727)
signature-line: জজ কোর্ট, চট্টগ্রাম। xyxy=(1256,1840,1331,1851)
table-cell: সি. আর মামলা নং- ৩৮৪/২০২২ ধারা-১৩৮, নেগোশিয়েবল ইন্সট্রুমেন্ট এ্যাক্ট, ১৮৮১ xyxy=(722,727,806,820)
page-number: ৬ xyxy=(38,56,64,82)
row-lost xyxy=(685,92,1005,338)
signature: মেট্রোপলিটন ম্যাজিস্ট্রেট ও xyxy=(249,462,351,474)
signature-pre: ধন্যবাদান্তে xyxy=(310,1522,351,1533)
lost-body: আমার রেজিস্ট্রেশন স্মার্ট কার্ড মেছাঃ শরিফা আখতার বানু, পিতা: মোঃ শরিফুল ইসলাম, মাতা: মোছাঃ সোরাইয়া বেওয়া। রংপুর মেডিকেল কলেজ হাসপাতাল থেকে পাশ করেন, যাহা ১৯৯৪ইং এ ডিপ্লোমা ইন নার্সিং নিবন্ধন সংখ্যা ৩৯৪০ ও ১৯৯৯ইং এ মিডওয়াইফারী নিবন্ধন সংখ্যা-১৩৯৫০, দিনাজপুর তারিখ: ৩০/০৬/২০২৫ইং। হারিয়েছে। পীরগঞ্জ থানা (রংপুর) জিডি নং-৩৫৭, তারিখ: ০৭/০৩/২০২৫ইং। xyxy=(853,131,999,285)
table-cell: ইব্রাহিম হোসেন, মালিক-মেসার্স স্বপ্ন ট্রেডার্স, পিতা-মোঃ আমজাদ আলী, মাতা-মোসাঃ রোকেয়া বেগম, সাং-ডাকঘর বাজার এর পশ্চিম পার্শ্বে মেহেদী হাসানের বাড়ির সামনে মোঃ ইব্রাহীমের বাড়ী, পোঃ ডাকুরিয়া-৭৫৯০, থানা-ডুমুরিয়া, জেলা-খুলনা, আইডি নং-৪৬৩৪৩০৭২৫৫। xyxy=(729,1764,888,1869)
signature-line: জজকোর্ট, রংপুর। xyxy=(605,1648,672,1659)
accused-cell: Md. Ripon Hasan (Aged about 44 Years), Son of Md. Salim Hasan, Proprietor of M/s. New Collection & Auto House, usiness Address: 69, Bangshal Road, Shop-3. Ground Floor, Dhaka. And. 159/2/A, Bangshal Road, Police Station: Bangshal, Dhaka. And House/ Holding: 173/1, Village/Road: Bangshal Road, Post Office: Dhaka Sadar (1000), Police Station: Kotwali, Dhaka. xyxy=(46,325,253,455)
signature-line: নারায়ণগঞ্জ। xyxy=(822,1040,868,1051)
order-body: যেহেতু নিম্ন তফসিল বর্ণিত আসামীদের বিরুদ্ধে মালামাল ক্রোক গ্রেফতারী পরোয়ানা জারী থাকায় এবং যেহেতু ক্রিমিনাল প্রসিডিওর কোডে ১৮৯৮ এর ৮৭ ও ৮৮ ধারার বিধান মোতাবেক তাহাদের বিরুদ্ধে কার্যক্রম গ্রহণ করা হইয়াছে এবং যেহেতু তাহারা গ্রেফতার এড়াইবার জন্য পলাতক রহিয়াছেন অথবা আত্মগোপন করিয়াছেন ও তাহাদের গ্রেফতার হওয়ার অচিরে সম্ভাবনা নাই। সেহেতু উক্ত কোডের ৩৩৯ বি (১) ধারার বিধান মতে তাহাদের নামের বিপরীতে উল্লেখিত মামলায় বিচারের জন্য এই আদেশ জারী হইবার ১০ (দশ) দিনের মধ্যে তাহাদেরকে নিম্ন স্বাক্ষরকারীর আদালতে হাজির হইবার নির্দেশ প্রদান করা হইল। অন্যথায় তাহাদের অনুপস্থিতিতে বিচার কার্য সম্পন্ন হইবে। xyxy=(1018,169,1331,284)
case-number: সি.আর.মা.নং- ৪৬/২০২৫ xyxy=(256,327,312,351)
ad-khulna-arongghata xyxy=(685,1074,1005,1509)
ad-subtitle: আমলী আদালত, সোনাডাঙ্গা থানা, খুলনা। xyxy=(1054,132,1295,148)
legal-notice-banner: লিগ্যাল নোটিশ xyxy=(39,1139,357,1186)
